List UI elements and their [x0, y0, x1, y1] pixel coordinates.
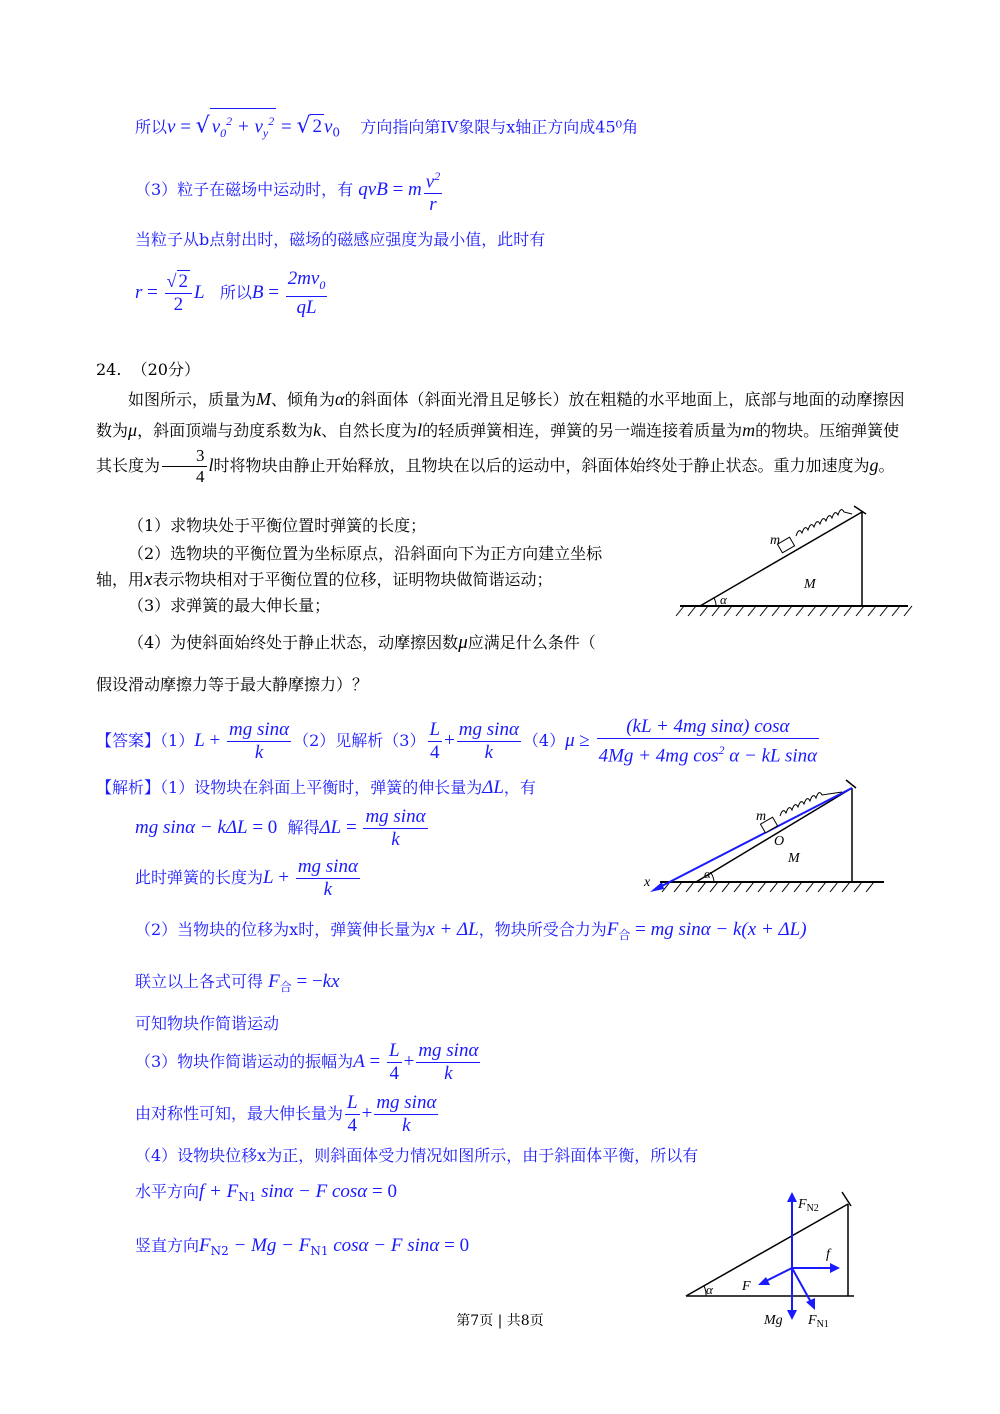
ground-hatch	[662, 882, 874, 892]
question-part-4: （4）为使斜面始终处于静止状态，动摩擦因数μ应满足什么条件（	[128, 632, 596, 653]
question-part-4c: 假设滑动摩擦力等于最大静摩擦力）？	[96, 675, 369, 694]
force-F-arrow	[764, 1268, 792, 1282]
label-FN2-sub: N2	[806, 1203, 819, 1214]
label-FN1-sub: N1	[816, 1319, 829, 1330]
label-alpha: α	[720, 592, 727, 607]
force-diagram	[684, 1188, 884, 1328]
text: （4）为使斜面始终处于静止状态，动摩擦因数	[128, 633, 459, 652]
max-extension-eq: 由对称性可知，最大伸长量为 $\frac{L}{4}$ + $\frac{\text{mg sinα}}{k}$	[135, 1092, 437, 1136]
combined-eq: 联立以上各式可得 $F_合 = -kx$	[135, 971, 340, 995]
text: 、倾角为	[271, 390, 336, 409]
label-FN1-letter: F	[808, 1313, 817, 1328]
shm-conclusion: 可知物块作简谐运动	[135, 1014, 280, 1033]
label-F: F	[742, 1279, 751, 1294]
label-f: f	[826, 1247, 830, 1262]
text: 此时弹簧的长度为	[135, 868, 264, 887]
incline-figure-2	[640, 772, 890, 892]
label-x: x	[644, 875, 651, 890]
x-axis-arrow	[654, 788, 852, 890]
answer-tag: 【答案】	[96, 731, 161, 751]
question-part-2a: （2）选物块的平衡位置为坐标原点，沿斜面向下为正方向建立坐标	[128, 544, 603, 563]
text: 由对称性可知，最大伸长量为	[135, 1104, 344, 1123]
text: （2）当物块的位移为x时，弹簧伸长量为	[135, 920, 427, 939]
label-m: m	[770, 533, 781, 548]
question-part-3: （3）求弹簧的最大伸长量；	[128, 596, 331, 615]
direction-text: 方向指向第IV象限与x轴正方向成45⁰角	[360, 117, 639, 137]
analysis-line-1: 【解析】（1）设物块在斜面上平衡时，弹簧的伸长量为ΔL，有	[96, 777, 536, 798]
magnetic-force-line: （3）粒子在磁场中运动时，有 qvB = m $\frac{v^2}{r}$	[135, 165, 444, 216]
text: 所以	[219, 282, 252, 302]
text: 如图所示，质量为	[128, 390, 257, 409]
text: ，物块所受合力为	[478, 920, 607, 939]
velocity-line: 所以v = √ $v_0^2 + v_y^2$ = √ 2 $v_0$ 方向指向第IV象限与x轴正方向成45⁰角	[135, 108, 638, 145]
text: 时将物块由静止开始释放，且物块在以后的运动中，斜面体始终处于静止状态。重力加速度为	[213, 456, 870, 475]
angle-arc	[711, 873, 714, 882]
incline-figure-1	[672, 500, 912, 620]
top-cap	[842, 1192, 851, 1206]
text: 应满足什么条件（	[467, 633, 596, 652]
b-point-text: 当粒子从b点射出时，磁场的磁感应强度为最小值，此时有	[135, 230, 546, 249]
label-M: M	[804, 577, 816, 592]
angle-arc	[714, 598, 716, 606]
spring-length-eq: 此时弹簧的长度为L + $\frac{\text{mg sinα}}{k}$	[135, 856, 358, 900]
label-m: m	[756, 809, 767, 824]
ground-hatch	[676, 606, 912, 616]
text: 的斜面体（斜面光滑且足够长）放在粗糙的水平地面上，底部与地面的动摩擦因数为	[96, 390, 905, 440]
text: 竖直方向	[135, 1236, 200, 1255]
amplitude-eq: （3）物块作简谐运动的振幅为A = $\frac{L}{4}$ + $\frac{\text{mg sinα}}{k}$	[135, 1040, 479, 1084]
label-M: M	[788, 851, 800, 866]
vertical-eq: 竖直方向$F_{N2} - Mg - F_{N1}$ cosα − F sinα = 0	[135, 1235, 470, 1259]
label-alpha: α	[706, 1282, 713, 1297]
analysis-line-2: （2）当物块的位移为x时，弹簧伸长量为x + ΔL，物块所受合力为$F_合$ = mg sinα − k(x + ΔL)	[135, 919, 807, 943]
text: ，斜面顶端与劲度系数为	[137, 421, 314, 440]
label-FN2-letter: F	[798, 1197, 807, 1212]
label-Mg: Mg	[764, 1313, 783, 1328]
question-part-1: （1）求物块处于平衡位置时弹簧的长度；	[128, 516, 427, 535]
label-FN2	[797, 1197, 819, 1214]
text: 所以	[135, 117, 168, 137]
text: 。	[878, 456, 895, 475]
text: ，有	[503, 778, 536, 797]
label-O: O	[774, 834, 785, 849]
text: 联立以上各式可得	[135, 972, 264, 991]
question-24-header	[96, 358, 200, 382]
text: 的物块。压缩弹簧使其长度为	[96, 421, 900, 475]
text: （1）设物块在斜面上平衡时，弹簧的伸长量为	[160, 778, 483, 797]
text: （3）物块作简谐运动的振幅为	[135, 1052, 354, 1071]
question-number: 24.	[96, 360, 122, 379]
text: 表示物块相对于平衡位置的位移，证明物块做简谐运动；	[152, 570, 553, 589]
top-cap	[846, 780, 856, 788]
equilibrium-eq: mg sinα − kΔL = 0 解得ΔL = $\frac{\text{mg sinα}}{k}$	[135, 806, 426, 850]
page-footer: 第7页 | 共8页	[456, 1313, 544, 1329]
text: （2）见解析（3）	[293, 731, 426, 751]
analysis-tag: 【解析】	[96, 778, 161, 797]
x-axis-arrowhead	[650, 882, 664, 892]
text: （3）粒子在磁场中运动时，有	[135, 180, 354, 200]
text: 水平方向	[135, 1182, 200, 1201]
text: （1）	[160, 731, 195, 751]
radius-line: r = $\frac{√ 2}{2}$ L 所以B = $\frac{2mv_0}{qL}$	[135, 268, 326, 318]
analysis-line-4: （4）设物块位移x为正，则斜面体受力情况如图所示，由于斜面体平衡，所以有	[135, 1146, 699, 1165]
force-FN1-arrow	[792, 1268, 812, 1304]
text: 、自然长度为	[321, 421, 418, 440]
text: 的轻质弹簧相连，弹簧的另一端连接着质量为	[422, 421, 743, 440]
text: 解得	[287, 818, 320, 837]
horizontal-eq: 水平方向$f + F_{N1}$ sinα − F cosα = 0	[135, 1181, 397, 1205]
answer-line: 【答案】（1）L + $\frac{\text{mg sinα}}{k}$ （2）见解析（3） $\frac{L}{4}$ + $\frac{\text{mg sinα}}{k}$ （4）μ ≥ $\frac{\text{(kL + 4mg sinα) cosα}}{4Mg + 4mg \cos^2 \alpha - kL \sin\alpha}$	[96, 716, 818, 767]
question-24-body: 如图所示，质量为M、倾角为α的斜面体（斜面光滑且足够长）放在粗糙的水平地面上，底部与地面的动摩擦因数为μ，斜面顶端与劲度系数为k、自然长度为l的轻质弹簧相连，弹簧的另一端连接着质量为m的物块。压缩弹簧使其长度为 $\frac{3}{4}$ l时将物块由静止开始释放，且物块在以后的运动中，斜面体始终处于静止状态。重力加速度为g。	[96, 389, 905, 486]
question-score: （20分）	[131, 360, 200, 379]
question-part-2b: 轴，用x表示物块相对于平衡位置的位移，证明物块做简谐运动；	[96, 569, 553, 590]
label-alpha: α	[704, 866, 711, 881]
text: 轴，用	[96, 570, 145, 589]
text: （4）	[522, 731, 566, 751]
